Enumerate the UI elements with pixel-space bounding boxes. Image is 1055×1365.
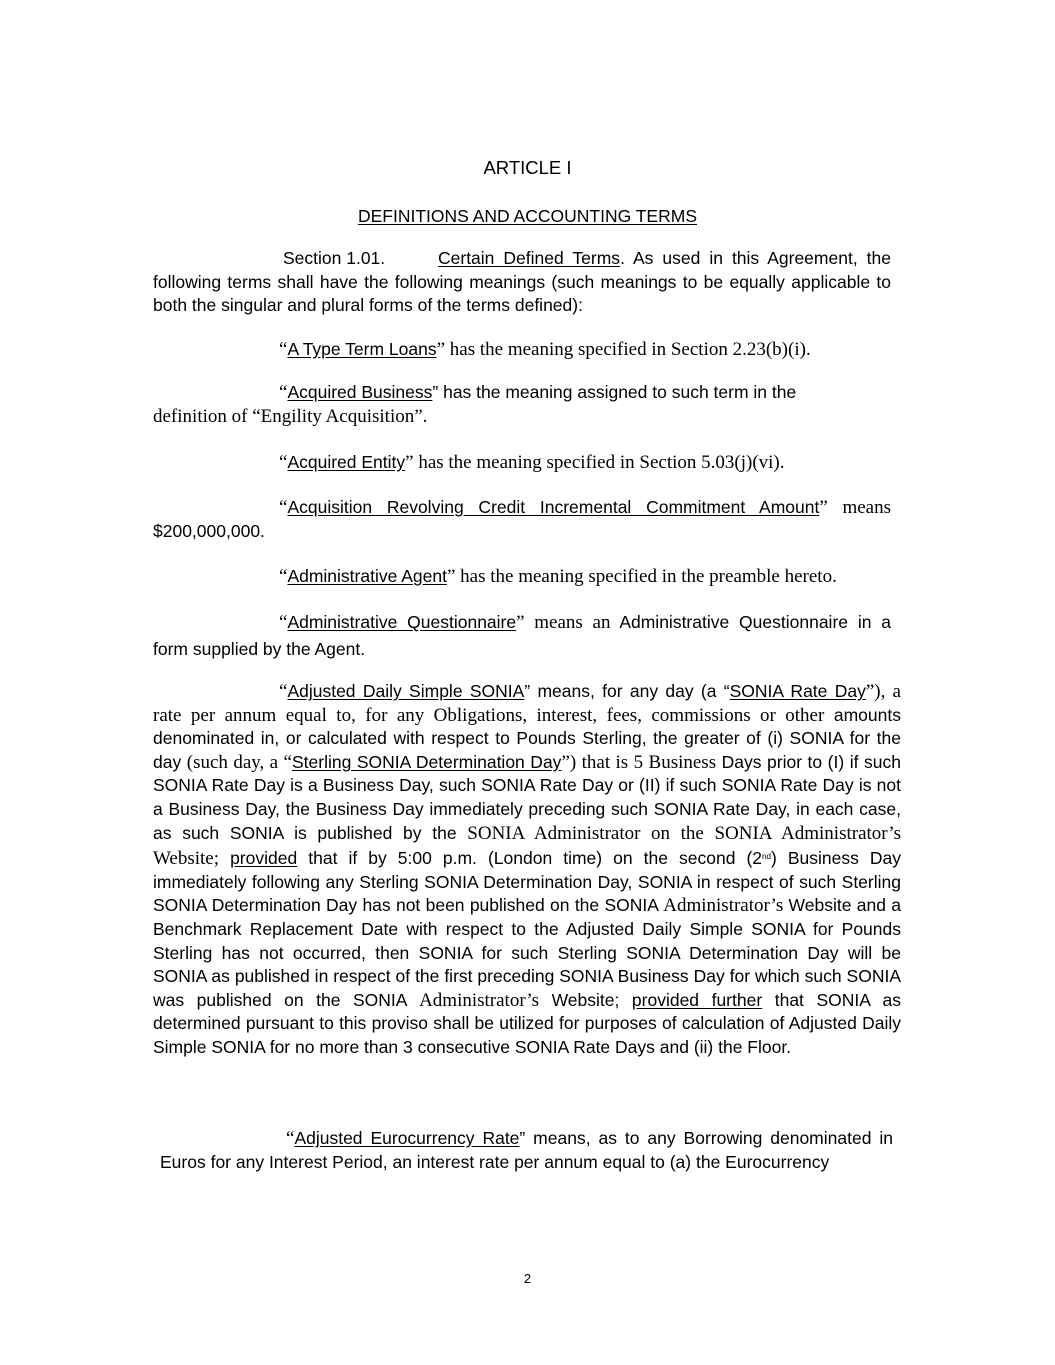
definition-adjusted-daily-simple-sonia: “Adjusted Daily Simple SONIA” means, for any day (a “SONIA Rate Day”), a rate per annum equal to, for any Obligations, interest, fees, commissions or other amounts denominated in, or calculated with respect to Pounds Sterling, the greater of (i) SONIA for the day (such day, a “Sterling SONIA Determination Day”) that is 5 Business Days prior to (I) if such SONIA Rate Day is a Business Day, such SONIA Rate Day or (II) if such SONIA Rate Day is not a Business Day, the Business Day immediately preceding such SONIA Rate Day, in each case, as such SONIA is published by the SONIA Administrator on the SONIA Administrator’s Website; provided that if by 5:00 p.m. (London time) on the second (2nd) Business Day immediately following any Sterling SONIA Determination Day, SONIA in respect of such Sterling SONIA Determination Day has not been published on the SONIA Administrator’s Website and a Benchmark Replacement Date with respect to the Adjusted Daily Simple SONIA for Pounds Sterling has not occurred, then SONIA for such Sterling SONIA Determination Day will be SONIA as published in respect of the first preceding SONIA Business Day for which such SONIA was published on the SONIA Administrator’s Website; provided further that SONIA as determined pursuant to this proviso shall be utilized for purposes of calculation of Adjusted Daily Simple SONIA for no more than 3 consecutive SONIA Rate Days and (ii) the Floor.	[153, 681, 901, 1057]
defined-term-sonia-rate-day: SONIA Rate Day	[729, 681, 866, 701]
definition-a-type-term-loans: “A Type Term Loans” has the meaning specified in Section 2.23(b)(i).	[279, 339, 811, 360]
definition-acquisition-revolving-credit: “Acquisition Revolving Credit Incremental Commitment Amount” means $200,000,000.	[153, 497, 891, 541]
article-heading: ARTICLE I	[483, 157, 572, 178]
article-subtitle	[0, 205, 1055, 227]
defined-term: Acquired Entity	[287, 452, 406, 472]
definition-acquired-entity: “Acquired Entity” has the meaning specified in Section 5.03(j)(vi).	[279, 452, 785, 473]
proviso-provided: provided	[230, 848, 298, 869]
defined-term: Acquired Business	[287, 382, 433, 402]
definition-adjusted-eurocurrency-rate: “Adjusted Eurocurrency Rate” means, as to any Borrowing denominated in Euros for any Interest Period, an interest rate per annum equal to (a) the Eurocurrency	[160, 1128, 893, 1172]
defined-term-sterling-sonia-determination-day: Sterling SONIA Determination Day	[291, 751, 562, 772]
proviso-provided-further: provided further	[631, 989, 763, 1010]
section-1-01-paragraph	[153, 247, 891, 318]
section-intro-text: . As used in this Agreement, the following terms shall have the following meanings (such meanings to be equally applicable to both the singular and plural forms of the terms defined):	[153, 248, 892, 316]
defined-term: Administrative Questionnaire	[287, 612, 517, 632]
defined-term: Administrative Agent	[287, 566, 447, 586]
page-number: 2	[523, 1271, 532, 1286]
defined-term: Adjusted Daily Simple SONIA	[287, 681, 525, 701]
definition-administrative-questionnaire: “Administrative Questionnaire” means an Administrative Questionnaire in a form supplied by the Agent.	[153, 612, 892, 659]
definition-acquired-business: “Acquired Business” has the meaning assigned to such term in the definition of “Engility Acquisition”.	[153, 382, 797, 427]
defined-term: Adjusted Eurocurrency Rate	[294, 1128, 520, 1148]
defined-term: A Type Term Loans	[287, 339, 437, 359]
section-title: Certain Defined Terms	[438, 248, 621, 268]
definition-administrative-agent: “Administrative Agent” has the meaning specified in the preamble hereto.	[279, 566, 837, 587]
article-subtitle-text: DEFINITIONS AND ACCOUNTING TERMS	[357, 206, 697, 226]
defined-term: Acquisition Revolving Credit Incremental Commitment Amount	[287, 497, 820, 517]
section-number: Section 1.01.	[283, 248, 386, 268]
